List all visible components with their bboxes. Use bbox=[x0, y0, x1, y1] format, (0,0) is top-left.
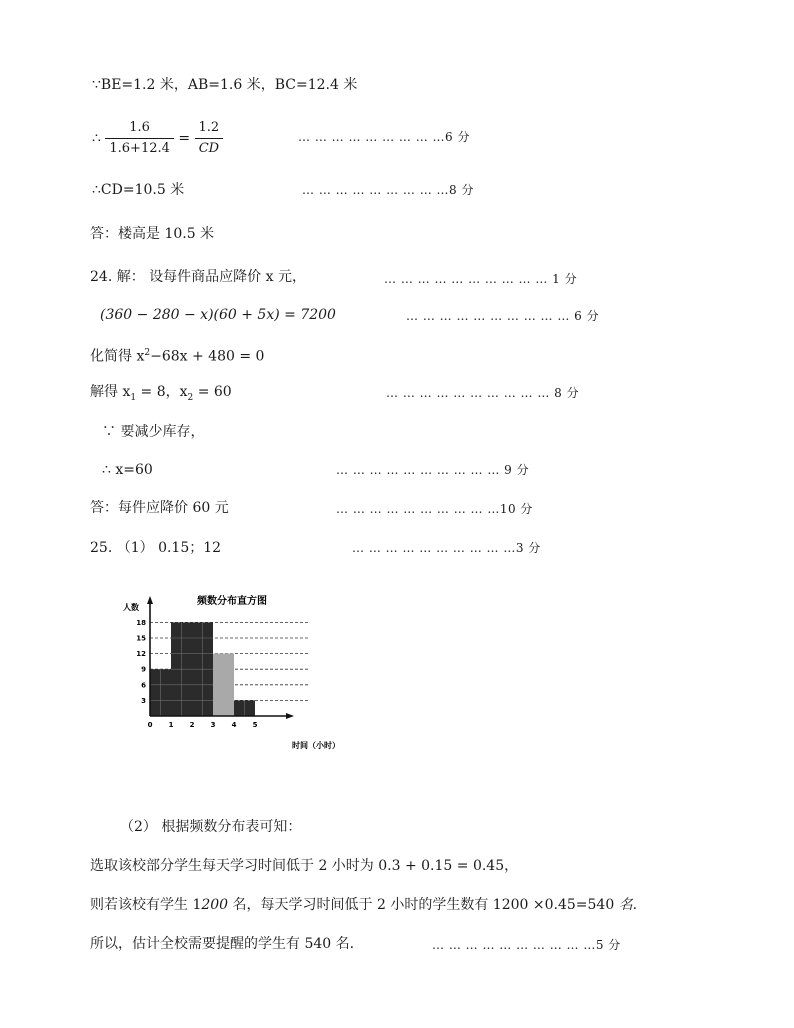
fraction-left-denominator: 1.6+12.4 bbox=[109, 141, 170, 156]
fraction-right-denominator: CD bbox=[198, 141, 220, 156]
simplified-equation bbox=[90, 344, 264, 366]
y-tick-3: 3 bbox=[141, 696, 146, 705]
given-lengths: ∵BE=1.2 米，AB=1.6 米，BC=12.4 米 bbox=[92, 77, 358, 93]
x-axis-label: 时间（小时） bbox=[292, 741, 340, 750]
y-tick-15: 15 bbox=[136, 634, 146, 643]
exponent: 2 bbox=[144, 348, 151, 358]
proportion-line bbox=[92, 118, 223, 159]
count-line bbox=[90, 896, 637, 914]
simplified-rest: −68x + 480 = 0 bbox=[150, 348, 265, 365]
y-tick-12: 12 bbox=[136, 650, 146, 659]
q24-equation: (360 − 280 − x)(60 + 5x) = 7200 bbox=[100, 307, 336, 323]
histogram-chart bbox=[120, 588, 360, 758]
score-8: … … … … … … … … …8 分 bbox=[302, 183, 474, 197]
q24-setup: 24. 解： 设每件商品应降价 x 元， bbox=[90, 269, 306, 285]
fraction-left bbox=[105, 118, 174, 159]
cd-result: ∴CD=10.5 米 bbox=[92, 182, 185, 198]
y-axis-label: 人数 bbox=[123, 603, 139, 612]
simplified-label: 化简得 x bbox=[90, 348, 145, 365]
fraction-right-numerator: 1.2 bbox=[195, 118, 224, 139]
score-6: … … … … … … … … …6 分 bbox=[298, 130, 470, 144]
bar-3 bbox=[213, 654, 234, 716]
count-text-a: 则若该校有学生 1 bbox=[90, 897, 202, 913]
x-tick-3: 3 bbox=[210, 721, 216, 729]
score-10: … … … … … … … … … …10 分 bbox=[336, 502, 533, 516]
score-5: … … … … … … … … … …5 分 bbox=[432, 938, 621, 952]
subscript-2: 2 bbox=[187, 392, 194, 403]
y-tick-18: 18 bbox=[136, 618, 146, 627]
subscript-1: 1 bbox=[130, 392, 137, 403]
answer-discount: 答：每件应降价 60 元 bbox=[90, 500, 229, 516]
x-tick-0: 0 bbox=[147, 721, 153, 729]
fraction-left-numerator: 1.6 bbox=[105, 118, 174, 139]
root-1: = 8，x bbox=[136, 384, 188, 400]
score-1: … … … … … … … … … … 1 分 bbox=[384, 272, 578, 286]
count-text-b: 200 bbox=[201, 897, 229, 913]
fraction-right bbox=[195, 118, 224, 159]
q25-part1: 25. （1） 0.15；12 bbox=[90, 540, 222, 556]
therefore-symbol: ∴ bbox=[92, 130, 101, 147]
ratio-line: 选取该校部分学生每天学习时间低于 2 小时为 0.3 + 0.15 = 0.45， bbox=[90, 858, 519, 874]
x-equals-60: ∴ x=60 bbox=[102, 462, 153, 478]
y-axis-arrow bbox=[147, 596, 153, 604]
score-9: … … … … … … … … … … 9 分 bbox=[336, 463, 530, 477]
x-tick-2: 2 bbox=[189, 721, 195, 729]
roots-label: 解得 x bbox=[90, 384, 131, 400]
x-tick-5: 5 bbox=[252, 721, 258, 729]
chart-title: 频数分布直方图 bbox=[197, 596, 267, 607]
y-tick-6: 6 bbox=[141, 681, 146, 690]
q25-part2: （2） 根据频数分布表可知： bbox=[120, 819, 302, 835]
root-2: = 60 bbox=[193, 384, 232, 400]
count-text-d: 名. bbox=[618, 897, 638, 913]
x-tick-4: 4 bbox=[231, 721, 237, 729]
roots-line bbox=[90, 383, 232, 407]
y-tick-9: 9 bbox=[141, 665, 146, 674]
score-6b: … … … … … … … … … … 6 分 bbox=[406, 309, 600, 323]
score-8b: … … … … … … … … … … 8 分 bbox=[386, 386, 580, 400]
count-text-c: 名，每天学习时间低于 2 小时的学生数有 1200 ×0.45=540 bbox=[228, 897, 619, 913]
answer-height: 答：楼高是 10.5 米 bbox=[90, 226, 215, 242]
x-tick-1: 1 bbox=[168, 721, 174, 729]
conclusion-line: 所以，估计全校需要提醒的学生有 540 名. bbox=[90, 936, 355, 952]
reduce-stock: ∵ 要减少库存， bbox=[102, 424, 205, 440]
x-axis-arrow bbox=[286, 713, 294, 719]
score-3: … … … … … … … … … …3 分 bbox=[352, 541, 541, 555]
equals-sign: = bbox=[178, 130, 191, 147]
